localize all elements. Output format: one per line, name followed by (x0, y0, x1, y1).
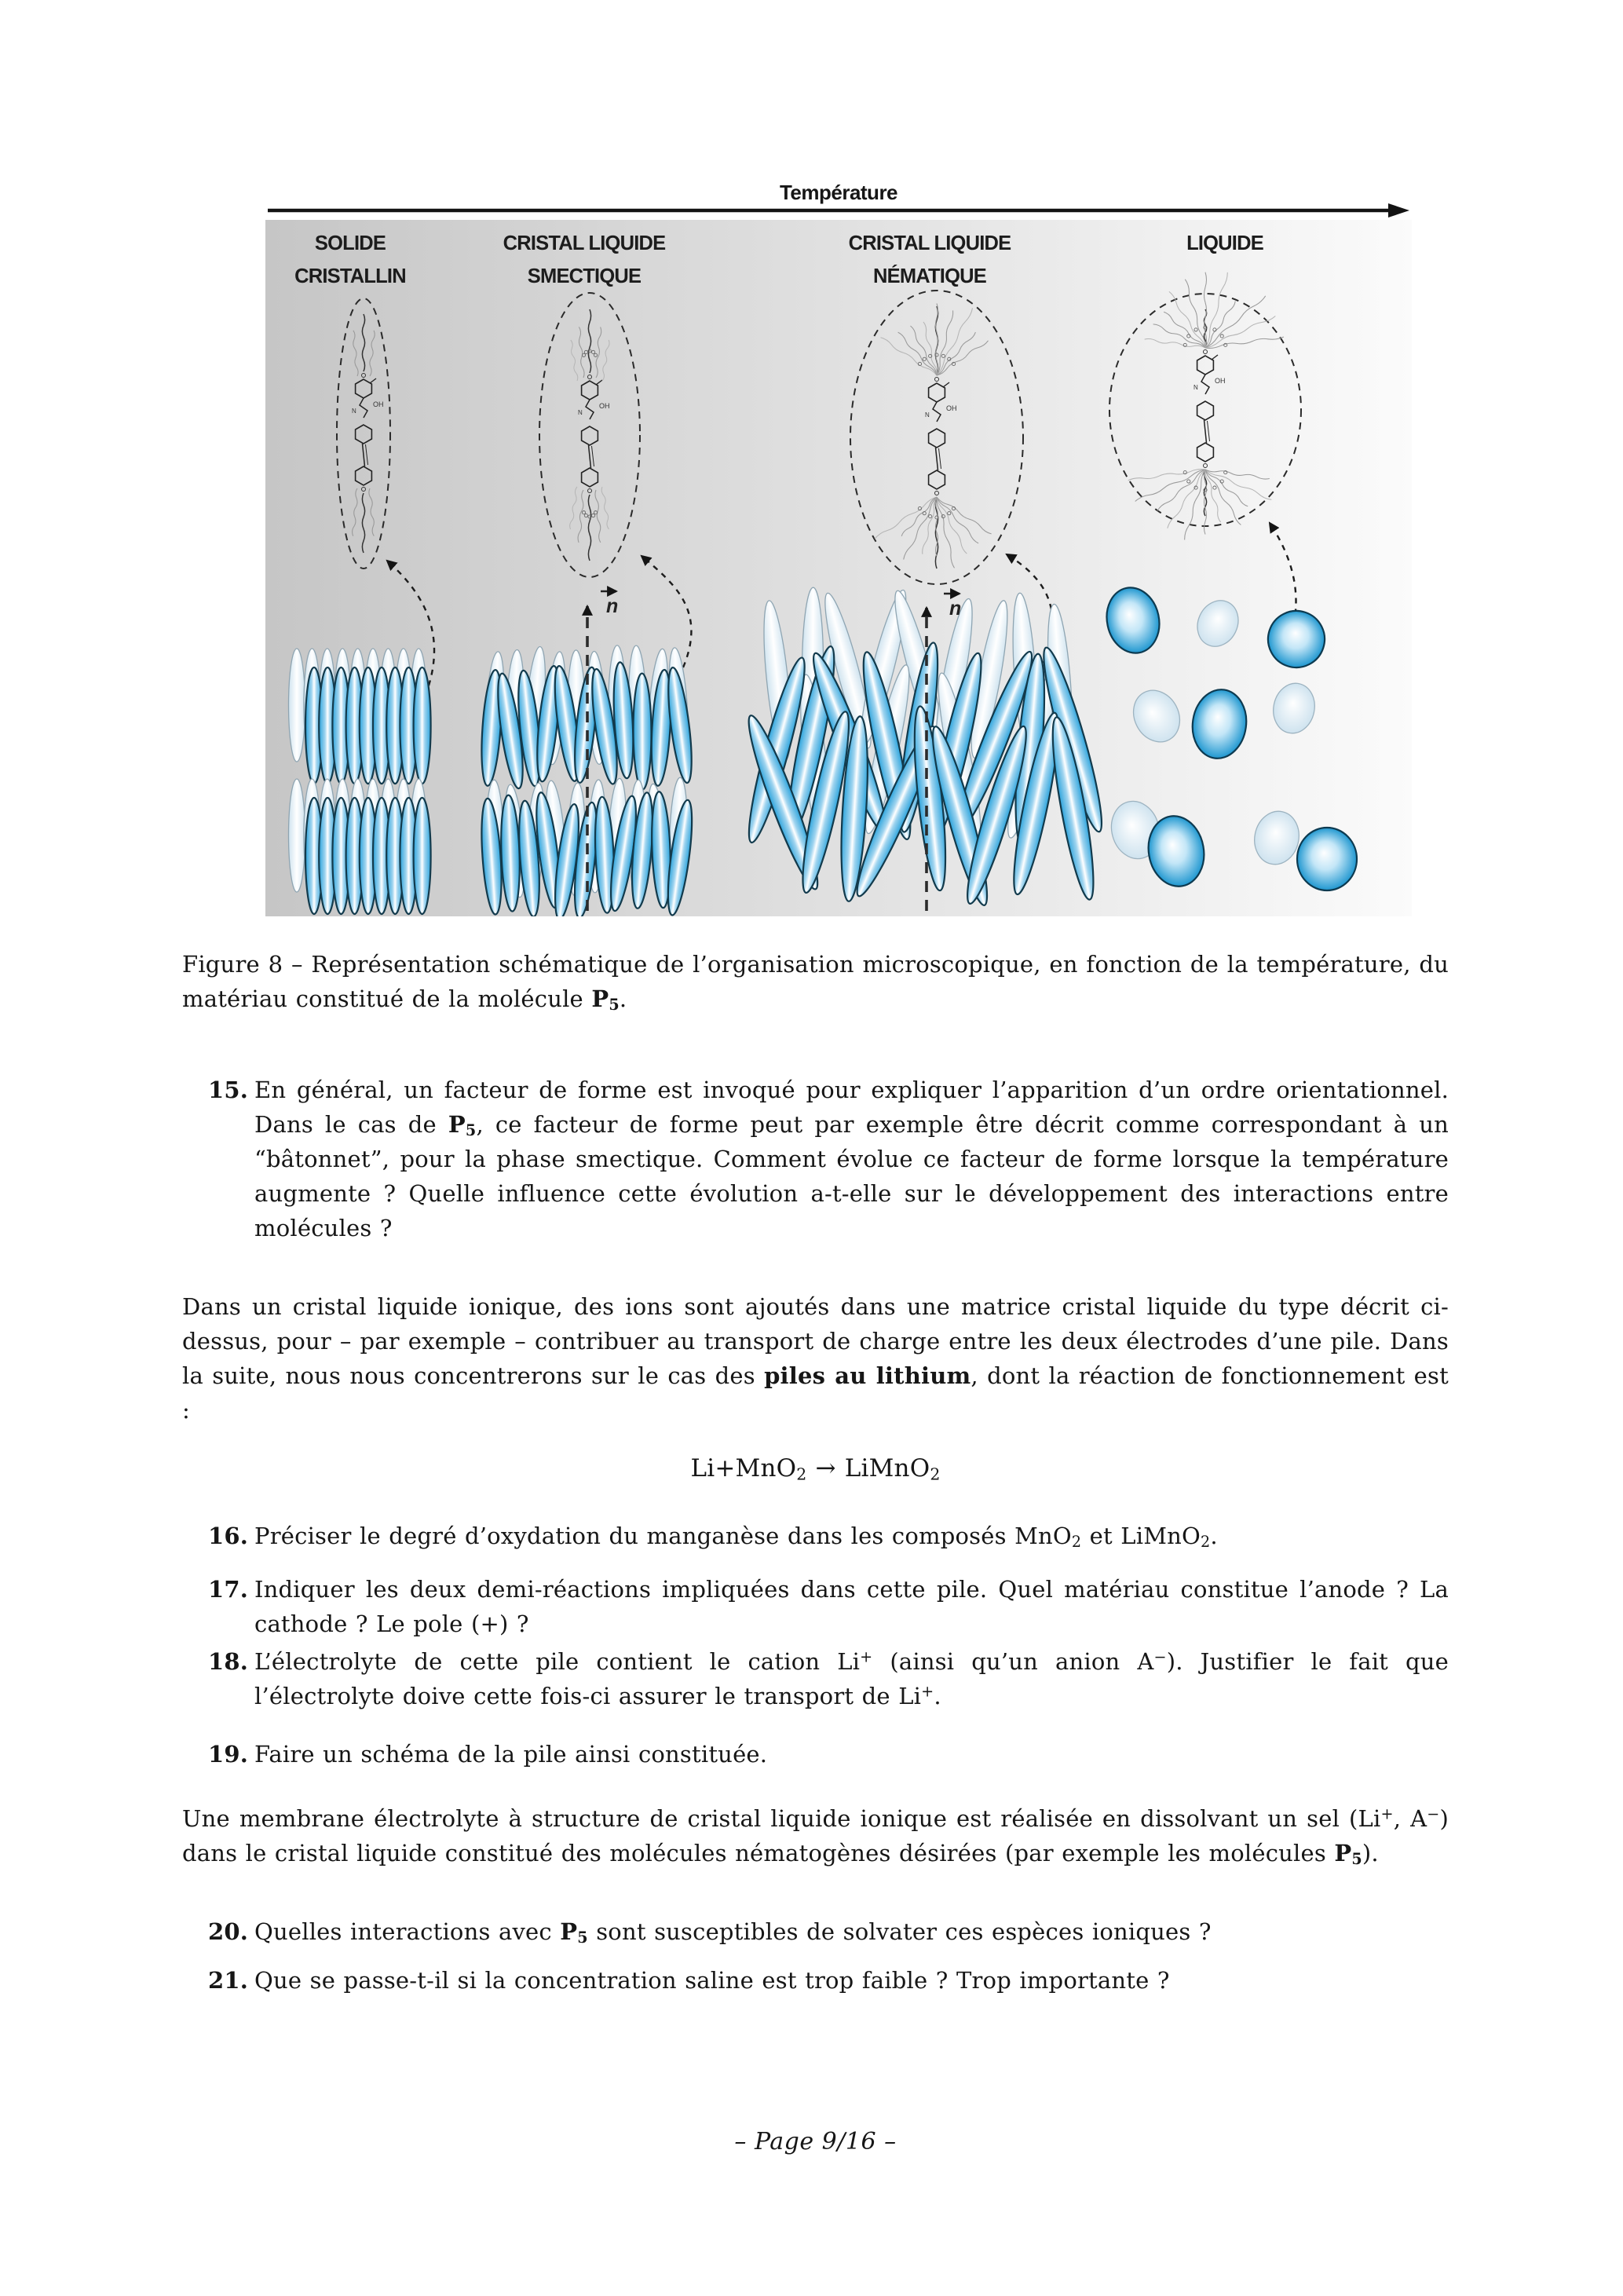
svg-text:N: N (925, 411, 930, 419)
svg-text:SOLIDE: SOLIDE (314, 232, 386, 254)
svg-text:N: N (578, 409, 583, 416)
paragraph-ionic-liquid-crystal: Dans un cristal liquide ionique, des ions sont ajoutés dans une matrice cristal liquide du type décrit ci-dessus, pour – par exemple – contribuer au transport de charge entre les deux électrodes d’une pile. Dans la suite, nous nous concentrerons sur le cas des piles au lithium, dont la réaction de fonctionnement est : (182, 1293, 1449, 1424)
question-text: Indiquer les deux demi-réactions impliquées dans cette pile. Quel matériau constitue l’anode ? La cathode ? Le pole (+) ? (254, 1576, 1449, 1637)
svg-text:OH: OH (599, 402, 610, 410)
svg-text:N: N (352, 408, 356, 415)
svg-text:OH: OH (1215, 377, 1226, 385)
question-18 (182, 1644, 1449, 1713)
svg-text:CRISTALLIN: CRISTALLIN (294, 265, 406, 287)
figure-8-diagram (265, 174, 1412, 916)
svg-text:SMECTIQUE: SMECTIQUE (527, 265, 642, 287)
svg-text:NÉMATIQUE: NÉMATIQUE (873, 265, 986, 287)
question-number: 15. (208, 1077, 249, 1103)
question-text: Quelles interactions avec $P_5$ sont susceptibles de solvater ces espèces ioniques ? (254, 1918, 1212, 1947)
question-15 (182, 1073, 1449, 1245)
question-number: 19. (208, 1741, 249, 1768)
question-20 (182, 1914, 1449, 1949)
question-number: 18. (208, 1648, 249, 1675)
question-number: 17. (208, 1576, 249, 1603)
svg-text:n: n (606, 595, 619, 617)
page-footer: – Page 9/16 – (734, 2128, 897, 2155)
question-text: L’électrolyte de cette pile contient le cation Li+ (ainsi qu’un anion A−). Justifier le fait que l’électrolyte doive cette fois-ci assurer le transport de Li+. (254, 1647, 1449, 1709)
question-19 (182, 1737, 1449, 1771)
question-21 (182, 1963, 1449, 1998)
paragraph-electrolyte-membrane: Une membrane électrolyte à structure de cristal liquide ionique est réalisée en dissolvant un sel (Li+, A−) dans le cristal liquide constitué des molécules nématogènes désirées (par exemple les molécules $P_5$). (182, 1804, 1449, 1869)
question-16 (182, 1519, 1449, 1553)
svg-text:n: n (949, 598, 962, 620)
question-text: En général, un facteur de forme est invoqué pour expliquer l’apparition d’un ordre orientationnel. Dans le cas de $P_5$, ce facteur de forme peut par exemple être décrit comme correspondant à un “bâtonnet”, pour la phase smectique. Comment évolue ce facteur de forme lorsque la température augmente ? Quelle influence cette évolution a-t-elle sur le développement des interactions entre molécules ? (254, 1077, 1449, 1241)
svg-text:LIQUIDE: LIQUIDE (1186, 232, 1263, 254)
question-17 (182, 1572, 1449, 1641)
figure-caption: Figure 8 – Représentation schématique de l’organisation microscopique, en fonction de la température, du matériau constitué de la molécule $P_5$. (182, 951, 1449, 1015)
question-text: Que se passe-t-il si la concentration saline est trop faible ? Trop importante ? (254, 1967, 1170, 1994)
figure-artwork (265, 203, 1412, 916)
svg-text:N: N (1193, 384, 1198, 391)
phase-label-liquide (1186, 232, 1264, 254)
svg-text:CRISTAL LIQUIDE: CRISTAL LIQUIDE (848, 232, 1011, 254)
temperature-axis-label: Température (779, 181, 898, 204)
question-number: 20. (208, 1918, 249, 1945)
svg-text:OH: OH (373, 400, 384, 408)
reaction-equation: Li+MnO$_2$ → LiMnO$_2$ (690, 1454, 941, 1484)
svg-text:CRISTAL LIQUIDE: CRISTAL LIQUIDE (503, 232, 666, 254)
svg-text:OH: OH (946, 404, 957, 412)
question-number: 16. (208, 1523, 249, 1549)
phase-solid-stack (289, 649, 431, 914)
question-number: 21. (208, 1967, 249, 1994)
question-text: Faire un schéma de la pile ainsi constituée. (254, 1741, 768, 1768)
question-text: Préciser le degré d’oxydation du manganèse dans les composés MnO$_2$ et LiMnO$_2$. (254, 1523, 1218, 1552)
